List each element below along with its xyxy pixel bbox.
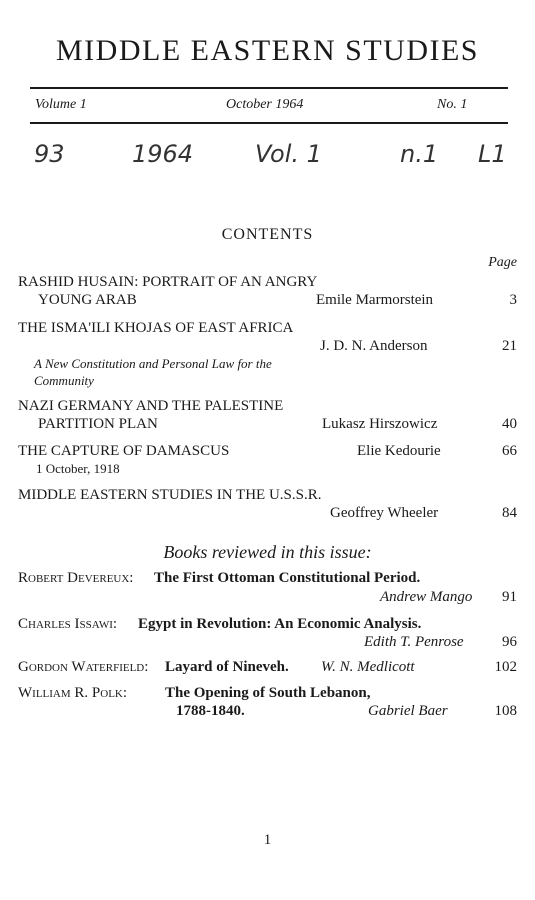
article-page: 66 bbox=[502, 443, 517, 459]
contents-heading: CONTENTS bbox=[221, 226, 314, 243]
handwritten-year: 1964 bbox=[132, 140, 194, 168]
review-book-title: The Opening of South Lebanon, bbox=[165, 685, 371, 701]
article-page: 84 bbox=[502, 505, 517, 521]
review-book-author: Charles Issawi: bbox=[18, 616, 118, 632]
header-rule-bottom bbox=[30, 122, 508, 124]
review-page: 96 bbox=[502, 634, 517, 650]
reviewer: Andrew Mango bbox=[380, 589, 473, 605]
volume-label: Volume 1 bbox=[35, 97, 87, 112]
article-author: J. D. N. Anderson bbox=[320, 338, 428, 354]
review-book-title-cont: 1788-1840. bbox=[176, 703, 245, 719]
page-number: 1 bbox=[263, 832, 272, 848]
issue-number: No. 1 bbox=[437, 97, 468, 112]
article-subtitle-cont: Community bbox=[34, 373, 94, 388]
article-subtitle: A New Constitution and Personal Law for the bbox=[34, 356, 272, 371]
article-title-cont: PARTITION PLAN bbox=[38, 416, 158, 432]
article-title: MIDDLE EASTERN STUDIES IN THE U.S.S.R. bbox=[18, 487, 322, 503]
article-author: Emile Marmorstein bbox=[316, 292, 434, 308]
handwritten-code: L1 bbox=[478, 140, 507, 168]
article-title: THE CAPTURE OF DAMASCUS bbox=[18, 443, 230, 459]
header-rule-top bbox=[30, 87, 508, 89]
article-author: Geoffrey Wheeler bbox=[330, 505, 439, 521]
handwritten-volume: Vol. 1 bbox=[255, 140, 322, 168]
issue-date: October 1964 bbox=[226, 97, 304, 112]
review-book-author: Gordon Waterfield: bbox=[18, 659, 149, 675]
review-page: 102 bbox=[494, 659, 517, 675]
journal-title: MIDDLE EASTERN STUDIES bbox=[56, 34, 479, 67]
review-book-title: Layard of Nineveh. bbox=[165, 659, 289, 675]
handwritten-number: n.1 bbox=[400, 140, 439, 168]
article-title: NAZI GERMANY AND THE PALESTINE bbox=[18, 398, 284, 414]
article-author: Elie Kedourie bbox=[357, 443, 441, 459]
review-book-author: Robert Devereux: bbox=[18, 570, 134, 586]
article-title-cont: YOUNG ARAB bbox=[38, 292, 137, 308]
review-page: 91 bbox=[502, 589, 517, 605]
article-page: 21 bbox=[502, 338, 517, 354]
article-title: THE ISMA'ILI KHOJAS OF EAST AFRICA bbox=[18, 320, 294, 336]
review-book-author: William R. Polk: bbox=[18, 685, 128, 701]
reviewer: Gabriel Baer bbox=[368, 703, 448, 719]
reviewer: W. N. Medlicott bbox=[321, 659, 415, 675]
review-page: 108 bbox=[494, 703, 517, 719]
article-page: 3 bbox=[509, 292, 517, 308]
article-title: RASHID HUSAIN: PORTRAIT OF AN ANGRY bbox=[18, 274, 318, 290]
page-column-heading: Page bbox=[488, 255, 517, 270]
review-book-title: The First Ottoman Constitutional Period. bbox=[154, 570, 421, 586]
article-subtitle: 1 October, 1918 bbox=[36, 461, 120, 476]
article-page: 40 bbox=[502, 416, 517, 432]
article-author: Lukasz Hirszowicz bbox=[322, 416, 438, 432]
reviewer: Edith T. Penrose bbox=[364, 634, 464, 650]
books-reviewed-heading: Books reviewed in this issue: bbox=[163, 542, 372, 562]
handwritten-shelf-number: 93 bbox=[34, 140, 65, 168]
review-book-title: Egypt in Revolution: An Economic Analysis. bbox=[138, 616, 422, 632]
